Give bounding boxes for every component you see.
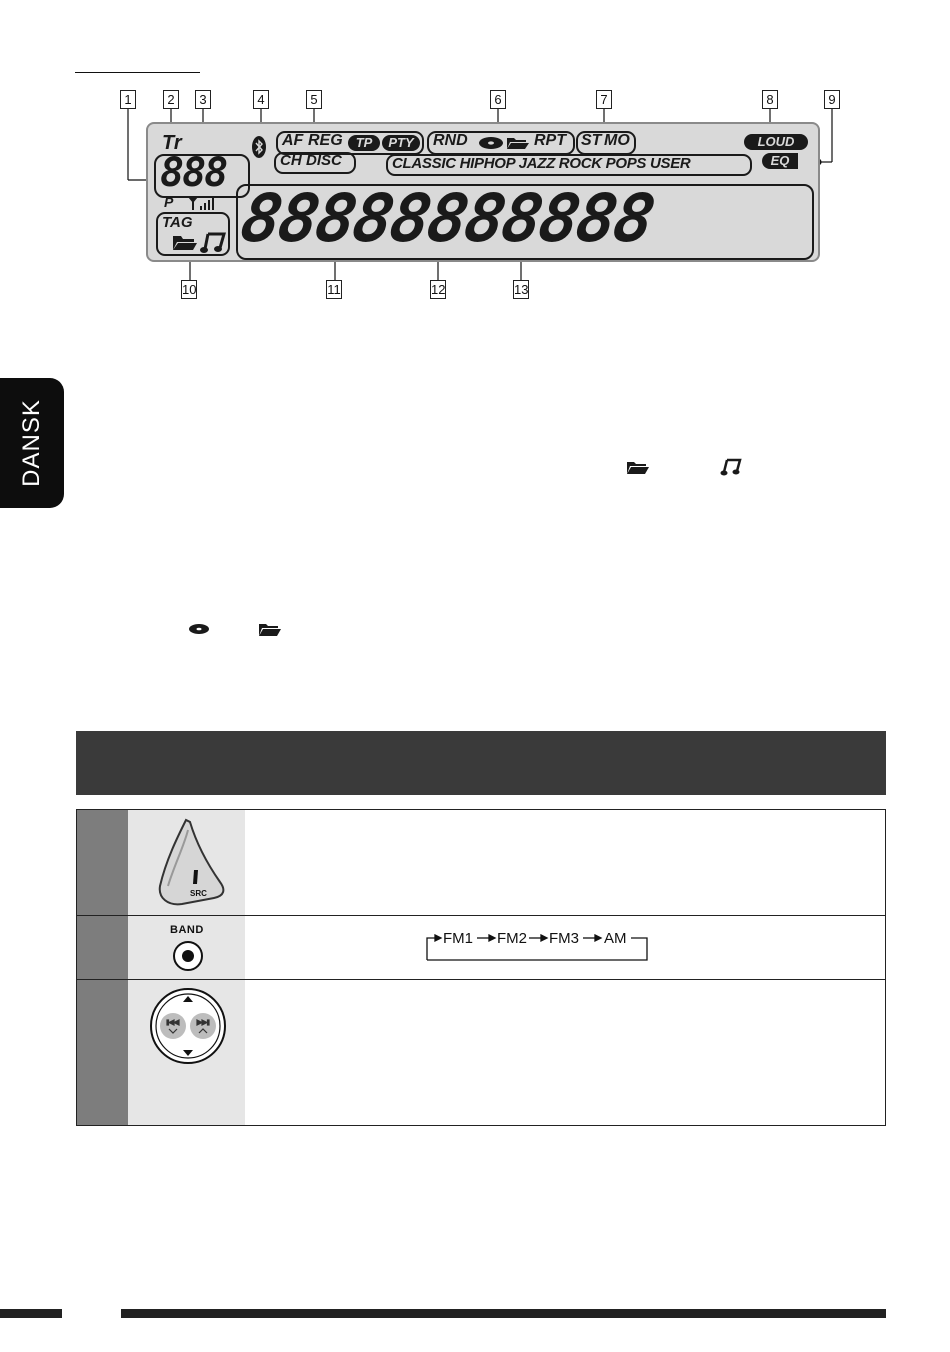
music-note-icon <box>720 458 742 476</box>
step-text-cell <box>245 810 885 915</box>
pty-indicator: PTY <box>382 135 420 151</box>
tag-indicator: TAG <box>162 214 193 231</box>
callout-3: 3 <box>195 90 211 109</box>
language-side-tab <box>0 378 64 508</box>
callout-12: 12 <box>431 282 446 297</box>
footer-bar-right <box>121 1309 886 1318</box>
callout-6: 6 <box>490 90 506 109</box>
disc-icon <box>478 136 504 150</box>
step-text-cell <box>245 916 885 979</box>
callout-2: 2 <box>163 90 179 109</box>
band-fm2: FM2 <box>497 930 527 947</box>
disc-indicator: DISC <box>306 152 342 169</box>
step-icon-cell <box>128 810 246 915</box>
tp-indicator: TP <box>348 135 380 151</box>
step-number-cell <box>77 916 129 979</box>
folder-icon <box>172 234 198 252</box>
ch-indicator: CH <box>280 152 302 169</box>
mo-indicator: MO <box>604 132 630 149</box>
callout-7: 7 <box>596 90 612 109</box>
step-row <box>76 915 886 980</box>
tr-indicator: Tr <box>162 132 182 154</box>
callout-4: 4 <box>253 90 269 109</box>
af-indicator: AF <box>282 132 304 149</box>
folder-icon <box>626 460 650 476</box>
preset-digits: 888 <box>160 150 227 196</box>
loud-indicator: LOUD <box>744 134 808 150</box>
footer-bar-left <box>0 1309 62 1318</box>
main-segment-characters: 88888888888 <box>235 180 659 257</box>
callout-11: 11 <box>327 282 341 297</box>
step-icon-cell <box>128 980 246 1125</box>
antenna-icon <box>188 197 218 211</box>
callout-8: 8 <box>762 90 778 109</box>
section-header-band <box>76 731 886 795</box>
callout-13: 13 <box>514 282 529 297</box>
lcd-display <box>146 122 820 262</box>
src-label: SRC <box>190 889 207 898</box>
step-icon-cell <box>128 916 246 979</box>
side-tab-label: DANSK <box>18 399 45 487</box>
band-fm1: FM1 <box>443 930 473 947</box>
step-text-cell <box>245 980 885 1125</box>
band-label: BAND <box>170 924 204 936</box>
bluetooth-icon <box>252 136 266 158</box>
folder-icon <box>258 622 282 638</box>
callout-10: 10 <box>182 282 197 297</box>
eq-indicator: EQ <box>762 153 798 169</box>
callout-1: 1 <box>120 90 136 109</box>
step-row <box>76 979 886 1126</box>
music-note-icon <box>200 232 226 254</box>
control-dial-icon[interactable] <box>148 986 228 1066</box>
disc-icon <box>188 622 210 636</box>
step-number-cell <box>77 810 129 915</box>
p-indicator: P <box>164 194 174 210</box>
step-number-cell <box>77 980 129 1125</box>
step-row <box>76 809 886 916</box>
callout-9: 9 <box>824 90 840 109</box>
folder-icon <box>506 136 530 150</box>
rpt-indicator: RPT <box>534 132 566 149</box>
st-indicator: ST <box>581 132 602 149</box>
eq-modes-list: CLASSIC HIPHOP JAZZ ROCK POPS USER <box>392 155 691 172</box>
band-fm3: FM3 <box>549 930 579 947</box>
band-button-icon[interactable] <box>172 940 206 974</box>
src-button-icon[interactable] <box>148 816 228 910</box>
rnd-indicator: RND <box>433 132 468 149</box>
band-am: AM <box>604 930 627 947</box>
callout-5: 5 <box>306 90 322 109</box>
reg-indicator: REG <box>308 132 343 149</box>
